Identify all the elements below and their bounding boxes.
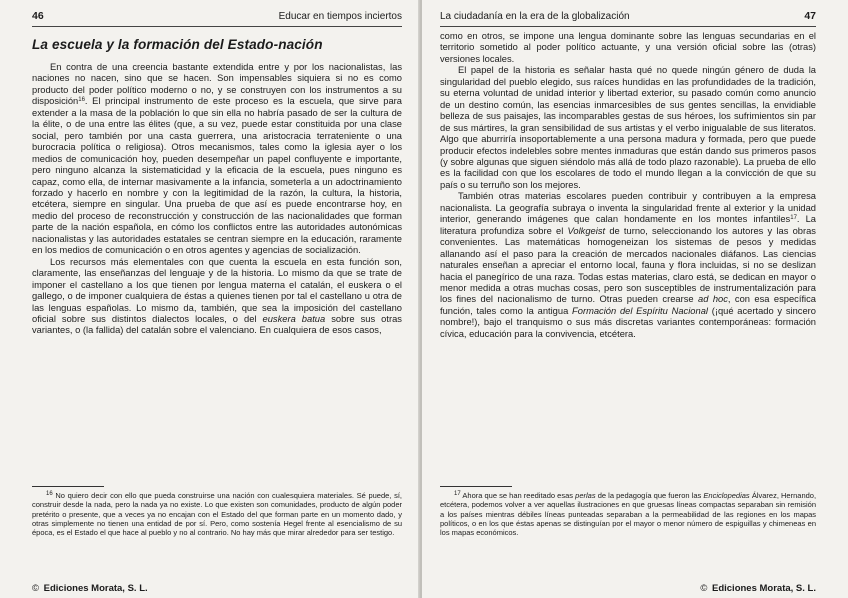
right-running-title: La ciudadanía en la era de la globalización [440, 11, 630, 22]
left-footnotes [32, 486, 402, 537]
right-paragraph-3c-text: de turno, seleccionando los autores y las obras convenientes. Las matemáticas homogeneizan los sistemas de pesos y medidas allanando así el paso para la creación de mercados nacionales diáfanos. Las ciencias naturales enseñan a apreciar el entorno local, fauna y flora incluidas, si no se deslizan hacia el panegírico de una raza. Todas estas materias, claro está, se dedican en mayor o menor medida a otras muchas cosas, pero son susceptibles de instrumentalización para los fines del nacionalismo de turno. Otras pueden crearse [440, 225, 816, 305]
left-paragraph-1-text: En contra de una creencia bastante extendida entre y por los nacionalistas, las naciones no nacen, sino que se hacen. Son impensables siquiera si no es como producto del poder político moderno o no, y se construyen con los instrumentos a su disposición [32, 62, 402, 107]
right-footer [700, 583, 816, 594]
fen-term: Formación del Espíritu Nacional [572, 305, 708, 316]
right-body-text [440, 31, 816, 340]
left-paragraph-1: En contra de una creencia bastante extendida entre y por los nacionalistas, las naciones no nacen, sino que se hacen. Son impensables siquiera si no es como producto del poder político moderno o no, y se construyen con los instrumentos a su disposición$^{16}$. El principal instrumento de este proceso es la escuela, que sirve para extender a la masa de la población lo que sin ella no habría pasado de ser la cultura de la élite, o de una entre las élites (que, a su vez, puede estar constituida por una clase social, pero también por una casta guerrera, una aristocracia terrateniente o una burocracia política o religiosa). Otros mecanismos, tales como la iglesia ayer o los medios de comunicación hoy, pueden desempeñar un papel confluyente e importante, pero ninguno alcanza la sistematicidad y la eficacia de la escuela, pues ninguno es capaz, como ella, de internar masivamente a la infancia, someterla a un adoctrinamiento forzado y hacerlo en nombre y con la legitimidad de la razón, la cultura, la historia, etcétera, siempre en singular. Una prueba de que así es puede encontrarse hoy, en medio del proceso de reconstrucción y construcción de las nacionalidades que forman parte de la nación española, en cómo los conflictos entre las autoridades autonómicas nacionalistas y las autoridades estatales se centran siempre en la educación, raramente en los medios de comunicación o en otros agentes y agencias de socialización. [32, 62, 402, 256]
left-footnote-rule [32, 486, 104, 487]
ad-hoc-term: ad hoc [698, 294, 728, 305]
footnote-ref-17: 17 [790, 215, 797, 222]
left-footer [32, 583, 148, 594]
left-page-number: 46 [32, 10, 44, 22]
right-paragraph-3-text: También otras materias escolares pueden contribuir y contribuyen a la empresa nacionalista. La geografía subraya o inventa la singularidad frente al exterior y la unidad interior, generando imágenes que calan hondamente en los montes infantiles [440, 191, 816, 225]
right-copyright-symbol: © [700, 583, 708, 594]
right-footnotes [440, 486, 816, 537]
right-paragraph-1: como en otros, se impone una lengua dominante sobre las lenguas secundarias en el territorio sometido al poder político actuante, y una versión oficial sobre las (otras) versiones locales. [440, 31, 816, 64]
left-copyright-symbol: © [32, 583, 39, 594]
left-page [0, 0, 420, 598]
footnote-enciclopedias: Enciclopedias [703, 491, 750, 500]
euskera-batua-term: euskera batua [262, 313, 326, 324]
right-paragraph-3d-text: , con esa específica función, tales como la antigua [440, 294, 816, 316]
left-paragraph-2 [32, 257, 402, 337]
footnote-17-text-b: de la pedagogía que fueron las [597, 491, 702, 500]
section-title: La escuela y la formación del Estado-nación [32, 37, 323, 52]
footnote-16-number: 16 [46, 491, 53, 497]
left-paragraph-1b-text: El principal instrumento de este proceso es la escuela, que sirve para extender a la masa de la población lo que sin ella no habría pasado de ser la cultura de la élite, o de una entre las élites (que, a su vez, puede estar constituida por una clase social, pero también por una casta guerrera, una aristocracia terrateniente o una burocracia política o religiosa). Otros mecanismos, tales como la iglesia ayer o los medios de comunicación hoy, pueden desempeñar un papel confluyente e importante, pero ninguno alcanza la sistematicidad y la eficacia de la escuela, pues ninguno es capaz, como ella, de internar masivamente a la infancia, someterla a un adoctrinamiento forzado y hacerlo en nombre y con la legitimidad de la razón, la cultura, la historia, etcétera, siempre en singular. Una prueba de que así es puede encontrarse hoy, en medio del proceso de reconstrucción y construcción de las nacionalidades que forman parte de la nación española, en cómo los conflictos entre las autoridades autonómicas nacionalistas y las autoridades estatales se centran siempre en la educación, raramente en los medios de comunicación o en otros agentes y agencias de socialización. [32, 96, 402, 256]
footnote-16-text: No quiero decir con ello que pueda construirse una nación con cualesquiera materiales. Sé puede, sí, construir desde la nada, pero la nada ya no existe. Lo que existen son comunidades, producto de algún poder pretérito o presente, que a veces ya no encajan con el Estado del que forman parte en un momento dado, y otras simplemente no tienen una entidad de por sí. Pero, como sostenía Hegel frente al esencialismo de su época, es el Estado el que hace al pueblo y no al contrario. No hay más que mirar alrededor para ser testigo. [32, 491, 402, 538]
left-paragraph-2-text: Los recursos más elementales con que cuenta la escuela en esta función son, claramente, las enseñanzas del lenguaje y de la historia. Lo mismo da que se trate de imponer el castellano a los que tienen por lengua materna el catalán, el euskera o el gallego, o de imponer cualquiera de éstas a quienes tienen por tal el castellano u otra de las lenguas españolas. Lo mismo da, también, que sea la imposición del castellano oficial sobre sus distintos dialectos locales, o del [32, 256, 402, 324]
right-running-head [440, 10, 816, 27]
right-paragraph-3b-text: La literatura profundiza sobre el [440, 214, 816, 236]
footnote-17-number: 17 [454, 491, 461, 497]
footnote-17 [440, 491, 816, 537]
footnote-17-text-a: Ahora que se han reeditado esas [462, 491, 574, 500]
volkgeist-term: Volkgeist [567, 225, 606, 236]
footnote-perlas: perlas [575, 491, 596, 500]
right-publisher: Ediciones Morata, S. L. [712, 583, 816, 594]
right-page-number: 47 [804, 10, 816, 22]
footnote-ref-16: 16 [78, 97, 85, 104]
right-footnote-rule [440, 486, 512, 487]
right-paragraph-3e-text: (¡qué acertado y sincero nombre!), bajo el tranquismo o sus más discretas variantes contemporáneas: formación cívica, educación para la convivencia, etcétera. [440, 305, 816, 339]
left-running-title: Educar en tiempos inciertos [278, 11, 402, 22]
right-page [422, 0, 848, 598]
left-publisher: Ediciones Morata, S. L. [43, 583, 148, 594]
left-body-text [32, 62, 402, 337]
footnote-17-text-c: Álvarez, Hernando, etcétera, podemos volver a ver aquellas ilustraciones en que gruesas líneas compactas separaban sin remisión a los países mientras débiles líneas punteadas separaban a la permeabilidad de las regiones en los mapas políticos, o en los que éstas apenas se distinguían por el mayor o menor número de espiguillas y chimeneas en los mapas económicos. [440, 491, 817, 538]
left-paragraph-2b-text: sobre sus otras variantes, o (la fallida) del catalán sobre el valenciano. En cualquiera de esos casos, [32, 313, 402, 336]
right-paragraph-3: También otras materias escolares pueden contribuir y contribuyen a la empresa nacionalista. La geografía subraya o inventa la singularidad frente al exterior y la unidad interior, generando imágenes que calan hondamente en los montes infantiles$^{17}$. La literatura profundiza sobre el Volkgeist de turno, seleccionando los autores y las obras convenientes. Las matemáticas homogeneizan los sistemas de pesos y medidas allanando así el paso para la creación de mercados nacionales diáfanos. Las ciencias naturales enseñan a apreciar el entorno local, fauna y flora incluidas, si no se deslizan hacia el panegírico de una raza. Todas estas materias, claro está, se dedican en mayor o menor medida a otras muchas cosas, pero son susceptibles de instrumentalización para los fines del nacionalismo de turno. Otras pueden crearse ad hoc, con esa específica función, tales como la antigua Formación del Espíritu Nacional (¡qué acertado y sincero nombre!), bajo el tranquismo o sus más discretas variantes contemporáneas: formación cívica, educación para la convivencia, etcétera. [440, 191, 816, 339]
right-paragraph-2: El papel de la historia es señalar hasta qué no quede ningún género de duda la singularidad del pueblo elegido, sus raíces hundidas en las profundidades de la tradición, su eterna voluntad de unidad interior y libertad exterior, su pasado común como anuncio de un destino común, las esencias inmarcesibles de sus gentes sencillas, la envidiable belleza de sus paisajes, las incomparables gestas de sus héroes, los sufrimientos sin par de sus mártires, la gran sensibilidad de sus artistas y el verbo inigualable de sus literatos. Algo que aburriría insoportablemente a una persona madura y formada, pero que puede producir efectos indelebles sobre mentes inmaduras que están dando sus primeros pasos (y sobre algunas que siguen siéndolo más allá de todo plazo razonable). La prueba de ello es la facilidad con que los escolares de todo el mundo llegan a la convicción de que su país o su terruño son los mejores. [440, 65, 816, 190]
footnote-16 [32, 491, 402, 537]
left-running-head [32, 10, 402, 27]
